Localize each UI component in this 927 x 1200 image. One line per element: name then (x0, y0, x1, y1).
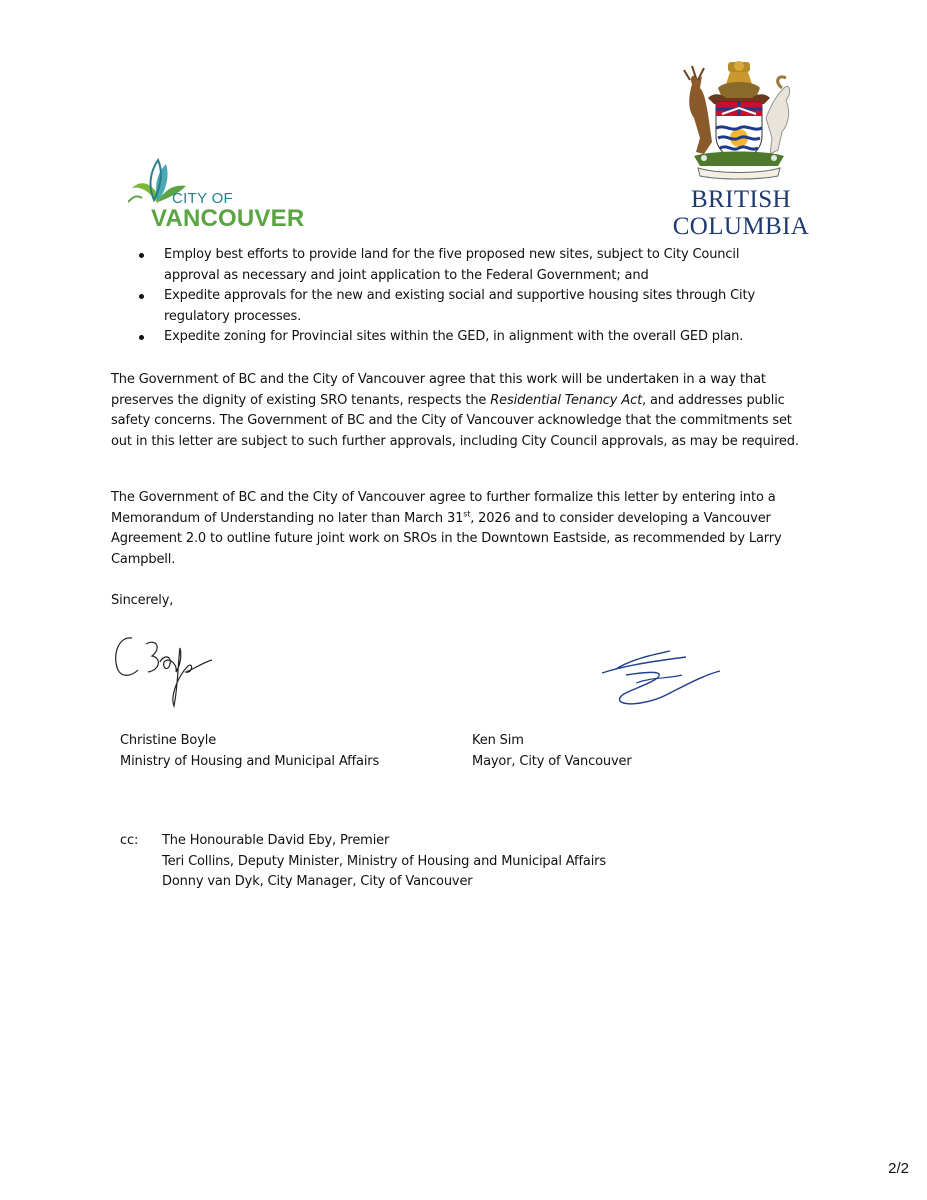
formalization-paragraph (111, 488, 811, 570)
bullet-text: Expedite approvals for the new and existing social and supportive housing sites through City regulatory processes. (164, 288, 756, 324)
paragraph-text: , 2026 and to consider developing a Vancouver Agreement 2.0 to outline future joint work on SROs in the Downtown Eastside, as recommended by Larry Campbell. (111, 510, 782, 567)
list-item (136, 327, 796, 348)
list-item (136, 245, 796, 286)
paragraph-text: The Government of BC and the City of Vancouver agree to further formalize this letter by entering into a Memorandum of Understanding no later than March 31 (111, 490, 776, 526)
ordinal-suffix: st (463, 509, 471, 519)
signer-block-sim (472, 731, 632, 772)
closing-salutation: Sincerely, (111, 593, 174, 608)
city-of-vancouver-logo (128, 158, 318, 232)
british-columbia-wordmark (666, 186, 816, 240)
vancouver-logo-name: VANCOUVER (151, 205, 305, 232)
cc-recipient: Teri Collins, Deputy Minister, Ministry of Housing and Municipal Affairs (162, 853, 606, 869)
cc-recipient: The Honourable David Eby, Premier (162, 833, 390, 848)
signer-title: Ministry of Housing and Municipal Affairs (120, 753, 380, 769)
signer-name: Christine Boyle (120, 733, 217, 748)
paragraph-text: , and addresses public safety concerns. The Government of BC and the City of Vancouver acknowledge that the commitments set out in this letter are subject to such further approvals, including City Council approvals, as may be required. (111, 392, 799, 449)
residential-tenancy-act-reference: Residential Tenancy Act (490, 392, 643, 408)
bullet-text: Expedite zoning for Provincial sites within the GED, in alignment with the overall GED plan. (164, 329, 744, 344)
commitment-bullet-list (136, 245, 796, 348)
bc-wordmark-line2: COLUMBIA (672, 213, 810, 240)
signer-name: Ken Sim (472, 733, 524, 748)
bc-wordmark-line1: BRITISH (690, 186, 792, 213)
cc-recipient: Donny van Dyk, City Manager, City of Vancouver (162, 874, 473, 889)
bullet-dot (139, 294, 144, 299)
ken-sim-signature (596, 645, 724, 707)
page-number: 2/2 (888, 1160, 909, 1177)
cc-label: cc: (120, 833, 139, 848)
christine-boyle-signature (108, 626, 228, 710)
list-item (136, 286, 796, 327)
vancouver-logo-city-of: CITY OF (172, 190, 233, 207)
bullet-dot (139, 253, 144, 258)
agreement-paragraph (111, 370, 811, 452)
bullet-dot (139, 335, 144, 340)
signer-block-boyle (120, 731, 379, 772)
bc-coat-of-arms-icon (678, 58, 800, 182)
paragraph-text: The Government of BC and the City of Vancouver agree that this work will be undertaken in a way that preserves the dignity of existing SRO tenants, respects the (111, 372, 766, 408)
bullet-text: Employ best efforts to provide land for the five proposed new sites, subject to City Council approval as necessary and joint application to the Federal Government; and (164, 247, 740, 283)
signer-title: Mayor, City of Vancouver (472, 753, 632, 769)
cc-recipient-list (162, 831, 606, 893)
